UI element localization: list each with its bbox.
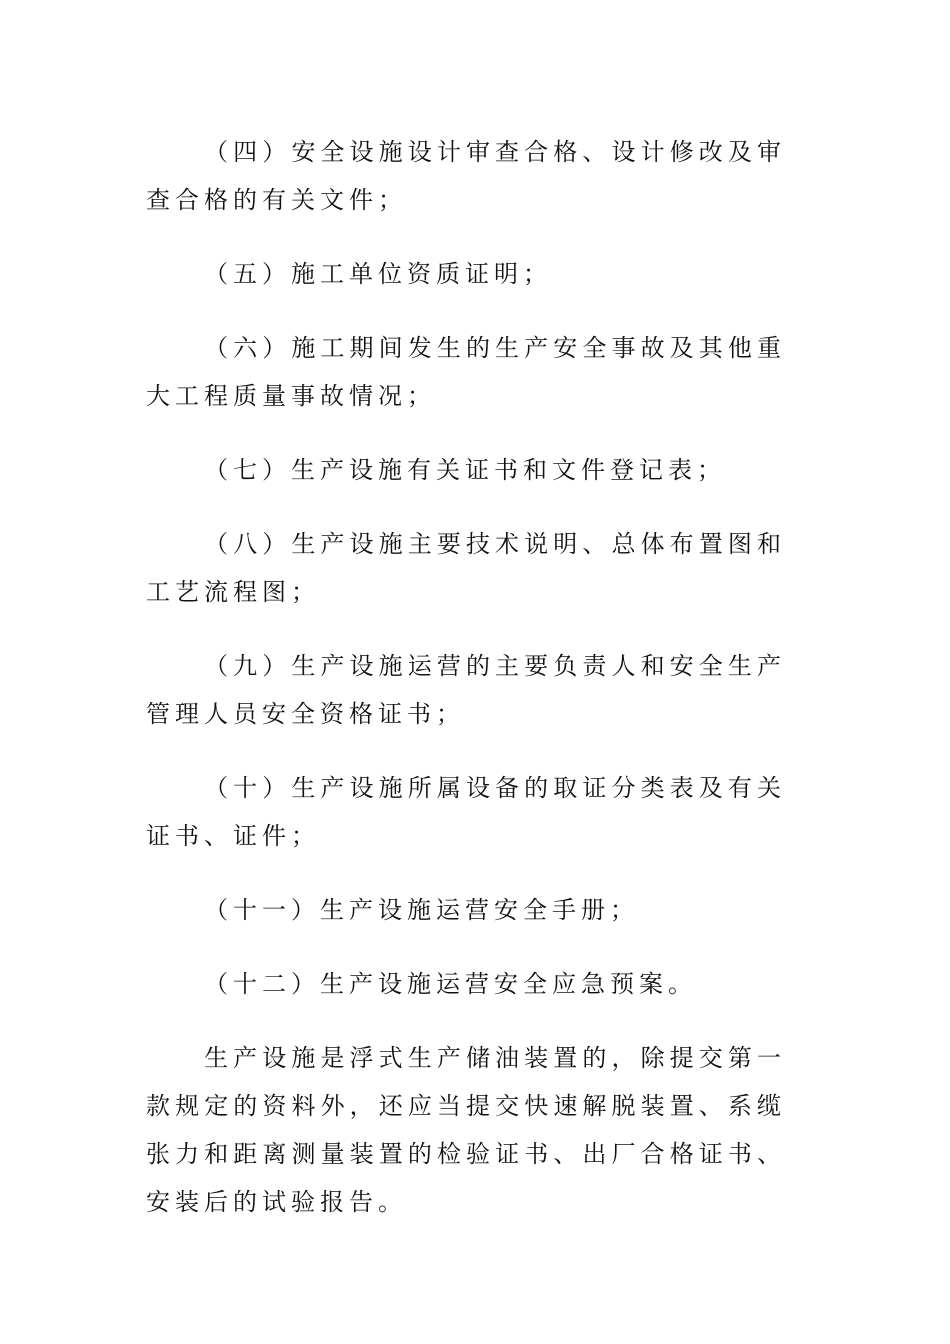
paragraph-item-11: （十一）生产设施运营安全手册； (204, 896, 639, 924)
paragraph-fpso-requirements: 生产设施是浮式生产储油装置的，除提交第一款规定的资料外，还应当提交快速解脱装置、系缆张力和距离测量装置的检验证书、出厂合格证书、安装后的试验报告。 (146, 1044, 786, 1216)
paragraph-item-6: （六）施工期间发生的生产安全事故及其他重大工程质量事故情况； (146, 334, 786, 410)
paragraph-item-8: （八）生产设施主要技术说明、总体布置图和工艺流程图； (146, 530, 786, 606)
paragraph-item-4: （四）安全设施设计审查合格、设计修改及审查合格的有关文件； (146, 138, 786, 214)
paragraph-item-9: （九）生产设施运营的主要负责人和安全生产管理人员安全资格证书； (146, 652, 786, 728)
paragraph-item-12: （十二）生产设施运营安全应急预案。 (204, 970, 697, 998)
paragraph-item-10: （十）生产设施所属设备的取证分类表及有关证书、证件； (146, 774, 786, 850)
document-body (146, 128, 786, 1226)
paragraph-item-7: （七）生产设施有关证书和文件登记表； (204, 456, 726, 484)
paragraph-item-5: （五）施工单位资质证明； (204, 260, 552, 288)
